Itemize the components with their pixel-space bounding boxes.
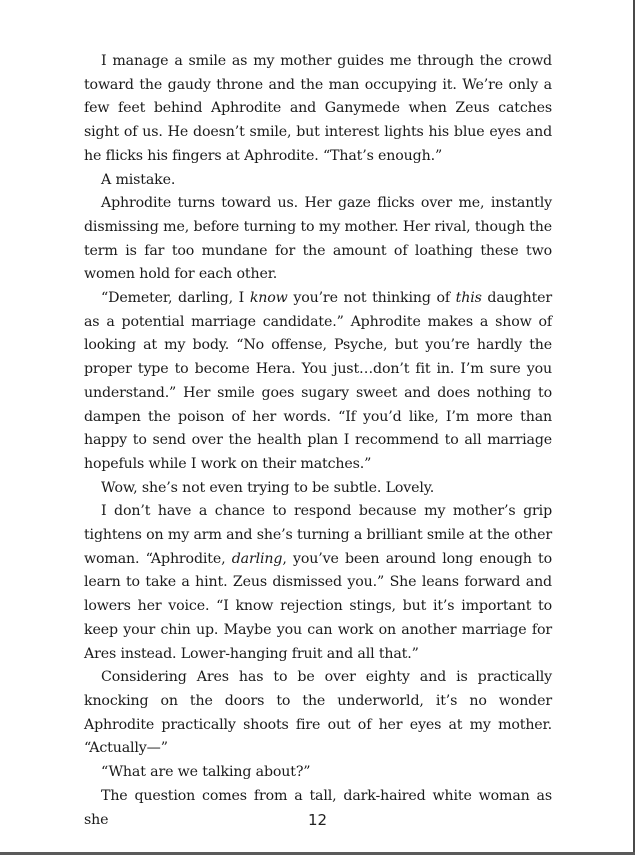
text-run: “What are we talking about?” (101, 764, 311, 781)
text-run: I manage a smile as my mother guides me through the crowd toward the gaudy throne and the man occupying it. We’re only a few feet behind Aphrodite and Ganymede when Zeus catches sight of us. He doesn’t smile, but interest lights his blue eyes and he flicks his fingers at Aphrodite. “That’s enough.” (84, 53, 552, 164)
page-number: 12 (307, 811, 328, 829)
paragraph (84, 169, 552, 193)
body-text (84, 50, 552, 832)
text-run: , you’ve been around long enough to learn to take a hint. Zeus dismissed you.” She leans forward and lowers her voice. “I know rejection stings, but it’s important to keep your chin up. Maybe you can work on another marriage for Ares instead. Lower-hanging fruit and all that.” (84, 550, 552, 662)
italic-text: darling (231, 550, 283, 567)
text-run: I don’t have a chance to respond because my mother’s grip tightens on my arm and she’s turning a brilliant smile at the other woman. “Aphrodite, (84, 503, 552, 567)
paragraph (84, 761, 552, 785)
text-run: Considering Ares has to be over eighty and is practically knocking on the doors to the underworld, it’s no wonder Aphrodite practically shoots fire out of her eyes at my mother. “Actually—” (84, 669, 552, 757)
paragraph (84, 192, 552, 287)
text-run: you’re not thinking of (287, 290, 456, 307)
text-run: Aphrodite turns toward us. Her gaze flicks over me, instantly dismissing me, before turning to my mother. Her rival, though the term is far too mundane for the amount of loathing these two women hold for each other. (84, 195, 552, 283)
text-run: Wow, she’s not even trying to be subtle. Lovely. (101, 479, 435, 496)
text-run: “Demeter, darling, I (101, 290, 250, 307)
paragraph (84, 666, 552, 761)
text-run: A mistake. (101, 171, 176, 188)
text-run: The question comes from a tall, dark-haired white woman as she (84, 787, 552, 828)
italic-text: know (249, 290, 288, 307)
italic-text: this (455, 290, 482, 307)
text-run: daughter as a potential marriage candidate.” Aphrodite makes a show of looking at my body. “No offense, Psyche, but you’re hardly the proper type to become Hera. You just…don’t fit in. I’m sure you understand.” Her smile goes sugary sweet and does nothing to dampen the poison of her words. “If you’d like, I’m more than happy to send over the health plan I recommend to all marriage hopefuls while I work on their matches.” (84, 290, 553, 472)
paragraph (84, 287, 552, 477)
paragraph (84, 50, 552, 169)
paragraph (84, 500, 552, 666)
paragraph (84, 477, 552, 501)
